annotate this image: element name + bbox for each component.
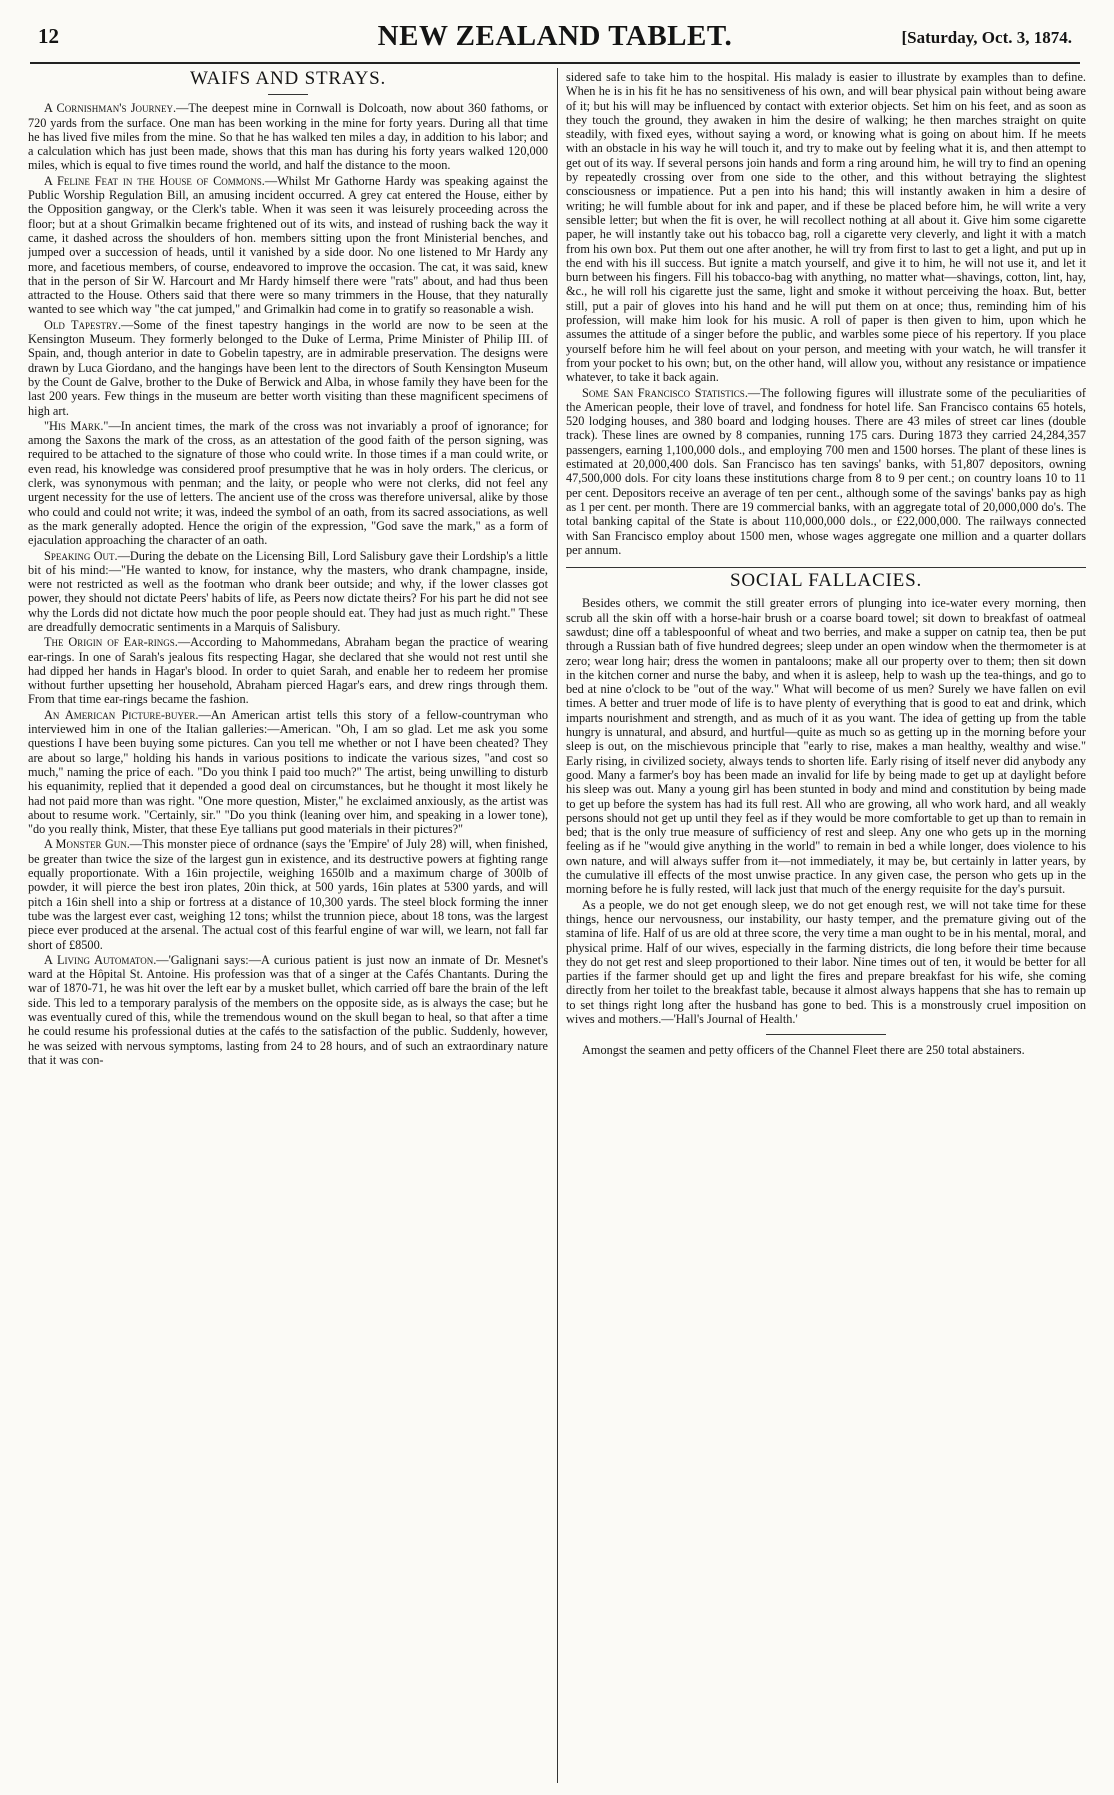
article-heading: A Living Automaton. bbox=[44, 952, 157, 967]
article-heading: Some San Francisco Statistics. bbox=[582, 385, 748, 400]
section-rule bbox=[268, 94, 308, 95]
article-his-mark bbox=[28, 419, 548, 548]
newspaper-title: NEW ZEALAND TABLET. bbox=[377, 20, 733, 52]
issue-date: [Saturday, Oct. 3, 1874. bbox=[901, 28, 1072, 47]
article-text: —The deepest mine in Cornwall is Dolcoath, now about 360 fathoms, or 720 yards from the surface. One man has been working in the mine for forty years. During all that time he has lived five miles from the mine. So that he has walked ten miles a day, in addition to his labor; and a calculation which has just been made, shows that this man has during his forty years walked 120,000 miles, which is equal to five times round the world, and half the distance to the moon. bbox=[28, 101, 548, 173]
article-text: —'Galignani says:—A curious patient is just now an inmate of Dr. Mesnet's ward at the Hôpital St. Antoine. His profession was that of a singer at the Cafés Chantants. During the war of 1870-71, he was hit over the left ear by a musket bullet, which carried off bare the brain of the left side. This led to a temporary paralysis of the members on the opposite side, as is always the case; but he was eventually cured of this, while the tremendous wound on the skull began to heal, so that after a time he could resume his professional duties at the cafés to the satisfaction of the public. Suddenly, however, he was seized with nervous symptoms, lasting from 24 to 28 hours, and of such an extraordinary nature that it was con- bbox=[28, 952, 548, 1067]
article-text: —Whilst Mr Gathorne Hardy was speaking against the Public Worship Regulation Bill, an amusing incident occurred. A grey cat entered the House, either by the Opposition gangway, or the Clerk's table. When it was seen it was leisurely proceeding across the floor; but at a shout Grimalkin became frightened out of its wits, and instead of rushing back the way it came, it dashed across the shoulders of hon. members sitting upon the front Ministerial benches, and jumped over a succession of heads, until it vanished by a side door. No one listened to Mr Hardy any more, and facetious members, of course, endeavored to improve the occasion. The cat, it was said, knew that in the person of Sir W. Harcourt and Mr Hardy himself there were "rats" about, and had thus been attracted to the House. Others said that there were so many trimmers in the House, that they naturally wanted to see which way "the cat jumped," and Grimalkin had come in to gratify so reasonable a wish. bbox=[28, 173, 548, 317]
article-san-francisco bbox=[566, 386, 1086, 558]
article-old-tapestry bbox=[28, 318, 548, 418]
article-text: —According to Mahommedans, Abraham began the practice of wearing ear-rings. In one of Sarah's jealous fits respecting Hagar, she declared that she would not rest until she had dipped her hands in Hagar's blood. In order to quiet Sarah, and enable her to redeem her promise without further upsetting her household, Abraham pierced Hagar's ears, and drew rings through them. From that time ear-rings became the fashion. bbox=[28, 635, 548, 707]
article-heading: "His Mark." bbox=[44, 418, 109, 433]
section-title-waifs: WAIFS AND STRAYS. bbox=[189, 70, 387, 89]
section-rule bbox=[766, 1034, 886, 1035]
article-ear-rings bbox=[28, 635, 548, 706]
article-text: —An American artist tells this story of a fellow-countryman who interviewed him in one of the Italian galleries:—American. "Oh, I am so glad. Let me ask you some questions I have been buying some pictures. Can you tell me whether or not I have been cheated? They are about so large," holding his hands in various positions to indicate the various sizes, "and cost so much," naming the price of each. "Do you think I paid too much?" The artist, being unwilling to disturb his equanimity, replied that it depended a good deal on circumstances, but he thought it most likely he had not paid more than was right. "One more question, Mister," he exclaimed anxiously, as the artist was about to resume work. "Certainly, sir." "Do you think (leaning over him, and speaking in a lower tone), "do you really think, Mister, that these Eye tallians put good materials in their pictures?" bbox=[28, 707, 548, 837]
article-text: —This monster piece of ordnance (says the 'Empire' of July 28) will, when finished, be greater than twice the size of the largest gun in existence, and its destructive powers at fighting range equally proportionate. With a 16in projectile, weighing 1650lb and a maximum charge of 300lb of powder, it will pierce the best iron plates, 20in thick, at 500 yards, 16in plates at 5300 yards, and will pitch a 16in shell into a ship or fortress at a distance of 10,300 yards. The steel block forming the inner tube was the largest ever cast, weighing 12 tons; whilst the trunnion piece, about 18 tons, was the largest piece ever produced at the arsenal. The actual cost of this fearful engine of war will, we learn, not fall far short of £8500. bbox=[28, 837, 548, 952]
page-number: 12 bbox=[38, 24, 59, 48]
header-rule bbox=[30, 62, 1080, 64]
article-heading: The Origin of Ear-rings. bbox=[44, 635, 178, 650]
article-heading: A Feline Feat in the House of Commons. bbox=[44, 173, 265, 188]
article-text: —Some of the finest tapestry hangings in the world are now to be seen at the Kensington Museum. They formerly belonged to the Duke of Lerma, Prime Minister of Philip III. of Spain, and, though anterior in date to Gobelin tapestry, are in admirable preservation. The designs were drawn by Luca Giordano, and the hangings have been lent to the directors of South Kensington Museum by the Count de Galve, brother to the Duke of Berwick and Alba, in whose family they have been for the last 200 years. Few things in the museum are better worth visiting than these magnificent specimens of high art. bbox=[28, 317, 548, 418]
column-divider bbox=[557, 68, 558, 1783]
article-text: —During the debate on the Licensing Bill, Lord Salisbury gave their Lordship's a little bit of his mind:—"He wanted to know, for instance, why the masters, who drank champagne, inside, were not restricted as well as the footman who drank beer outside; and why, if the lower classes got power, they should not dictate Peers' habits of life, as Peers now dictate theirs? For his part he did not see why the Lords did not dictate how much the poor people should eat. They had just as much right." These are dreadfully democratic sentiments in a Marquis of Salisbury. bbox=[28, 548, 548, 634]
article-heading: Speaking Out. bbox=[44, 548, 118, 563]
right-column bbox=[566, 70, 1086, 1785]
article-living-automaton-continued: sidered safe to take him to the hospital. His malady is easier to illustrate by examples than to define. When he is in his fit he has no sensitiveness of his own, and will bear physical pain without being aware of it; but his will may be influenced by contact with exterior objects. Set him on his feet, and as soon as they touch the ground, they awaken in him the desire of walking; he then marches straight on quite steadily, with fixed eyes, without saying a word, or knowing what is going on about him. If he meets with an obstacle in his way he will touch it, and try to make out by feeling what it is, and then attempt to get out of its way. If several persons join hands and form a ring around him, he will try to find an opening by repeatedly crossing over from one side to the other, and this without betraying the slightest consciousness or impatience. Put a pen into his hand; this will instantly awaken in him a desire of writing; he will fumble about for ink and paper, and if these be placed before him, he will write a very sensible letter; but when the fit is over, he will recollect nothing at all about it. Give him some cigarette paper, he will instantly take out his tobacco bag, roll a cigarette very cleverly, and light it with a match from his own box. Put them out one after another, he will try from first to last to get a light, and put up in the end with his ill success. But ignite a match yourself, and give it to him, he will not use it, and let it burn between his fingers. Fill his tobacco-bag with anything, no matter what—shavings, cotton, lint, hay, &c., he will roll his cigarette just the same, light and smoke it without perceiving the hoax. But, better still, put a pair of gloves into his hand and he will put them on at once; thus, reminding him of his profession, will make him look for his music. A roll of paper is then given to him, upon which he assumes the attitude of a singer before the public, and warbles some piece of his repertory. If you place yourself before him he will feel about on your person, and meeting with your watch, he will transfer it from your pocket to his own; but, on the other hand, will allow you, without any resistance or impatience whatever, to take it back again. bbox=[566, 70, 1086, 385]
article-picture-buyer bbox=[28, 708, 548, 837]
article-feline-feat bbox=[28, 174, 548, 317]
masthead bbox=[30, 20, 1080, 60]
social-fallacies-paragraph-1: Besides others, we commit the still greater errors of plunging into ice-water every morning, then scrub all the skin off with a horse-hair brush or a coarse board towel; sit down to breakfast of oatmeal sawdust; dine off a tablespoonful of wheat and two berries, and make a supper on catnip tea, then be put through a Russian bath of five hundred degrees; sleep under an open window when the thermometer is at zero; wear long hair; dress the women in pantaloons; make all our property over to them; then sit down in the kitchen corner and nurse the baby, and when it is asleep, help to wash up the tea-things, and go to bed at nine o'clock to be "out of the way." What will become of us men? Surely we have fallen on evil times. A better and truer mode of life is to have plenty of everything that is good to eat and drink, which imparts nourishment and strength, and as much of it as you want. The idea of getting up from the table hungry is unnatural, and absurd, and hurtful—quite as much so as getting up in the morning before your sleep is out, on the mischievous principle that "early to rise, makes a man healthy, wealthy and wise." Early rising, in civilized society, always tends to shorten life. Early rising of itself never did anybody any good. Many a farmer's boy has been made an invalid for life by being made to get up at daylight before his sleep was out. Many a young girl has been stunted in body and mind and constitution by being made to get up before the system has had its full rest. All who are growing, all who work hard, and all weakly persons should not get up until they feel as if they would be more comfortable to get up than to remain in bed; that is the only true measure of sufficiency of rest and sleep. Any one who gets up in the morning feeling as if he "would give anything in the world" to remain in bed a while longer, does violence to his own nature, and will always suffer from it—not immediately, it may be, but certainly in latter years, by the cumulative ill effects of the most unwise practice. In any given case, the person who gets up in the morning before he is fully rested, will lack just that much of the energy requisite for the day's pursuit. bbox=[566, 596, 1086, 897]
article-heading: Old Tapestry. bbox=[44, 317, 122, 332]
article-cornishman bbox=[28, 101, 548, 172]
article-speaking-out bbox=[28, 549, 548, 635]
article-living-automaton bbox=[28, 953, 548, 1067]
article-heading: A Monster Gun. bbox=[44, 837, 130, 852]
article-heading: An American Picture-buyer. bbox=[44, 707, 199, 722]
article-text: —In ancient times, the mark of the cross was not invariably a proof of ignorance; for among the Saxons the mark of the cross, as an attestation of the good faith of the person signing, was required to be attached to the signature of those who could write. In those times if a man could write, or even read, his knowledge was considered proof presumptive that he was in holy orders. The clericus, or clerk, was synonymous with penman; and the laity, or people who were not clerks, did not feel any urgent necessity for the use of letters. The ancient use of the cross was therefore universal, alike by those who could and could not write; it was, indeed the symbol of an oath, from its sacred associations, as well as the mark generally adopted. Hence the origin of the expression, "God save the mark," as a form of ejaculation approaching the character of an oath. bbox=[28, 418, 548, 548]
left-column bbox=[28, 70, 548, 1785]
article-text: —The following figures will illustrate some of the peculiarities of the American people, their love of travel, and fondness for hotel life. San Francisco contains 65 hotels, 520 lodging houses, and 380 board and lodging houses. There are 43 miles of street car lines (double track). These lines are owned by 8 companies, running 175 cars. During 1873 they carried 24,284,357 passengers, earning 1,100,000 dols., and employing 700 men and 1500 horses. The plant of these lines is estimated at 20,000,400 dols. San Francisco has ten savings' banks, with 51,807 depositors, owning 47,500,000 dols. For city loans these institutions charge from 8 to 9 per cent.; on country loans 10 to 11 per cent. Depositors receive an average of ten per cent., although some of the savings' banks pay as high as 1 per cent. per month. There are 19 commercial banks, with an aggregate total of 20,000,000 do's. The total banking capital of the State is about 110,000,000 dols., or £22,000,000. The railways connected with San Francisco employ about 1500 men, whose wages aggregate one million and a quarter dollars per annum. bbox=[566, 385, 1086, 557]
article-heading: A Cornishman's Journey. bbox=[44, 101, 177, 116]
section-title-social-fallacies: SOCIAL FALLACIES. bbox=[566, 567, 1086, 588]
channel-fleet-note: Amongst the seamen and petty officers of the Channel Fleet there are 250 total abstainers. bbox=[582, 1043, 1025, 1058]
social-fallacies-paragraph-2: As a people, we do not get enough sleep, we do not get enough rest, we will not take time for these things, hence our nervousness, our instability, our hasty temper, and the premature giving out of the stamina of life. Half of us are old at three score, the very time a man ought to be in his mental, moral, and physical prime. Half of our wives, especially in the farming districts, die long before their time because they do not get rest and sleep proportioned to their labor. Nine times out of ten, it would be better for all parties if the farmer should get up and light the fires and prepare breakfast for his wife, she coming directly from her toilet to the breakfast table, because it almost always happens that she has to remain up to set things right long after the husband has gone to bed. This is a monstrously cruel imposition on wives and mothers.—'Hall's Journal of Health.' bbox=[566, 897, 1086, 1026]
article-monster-gun bbox=[28, 837, 548, 951]
